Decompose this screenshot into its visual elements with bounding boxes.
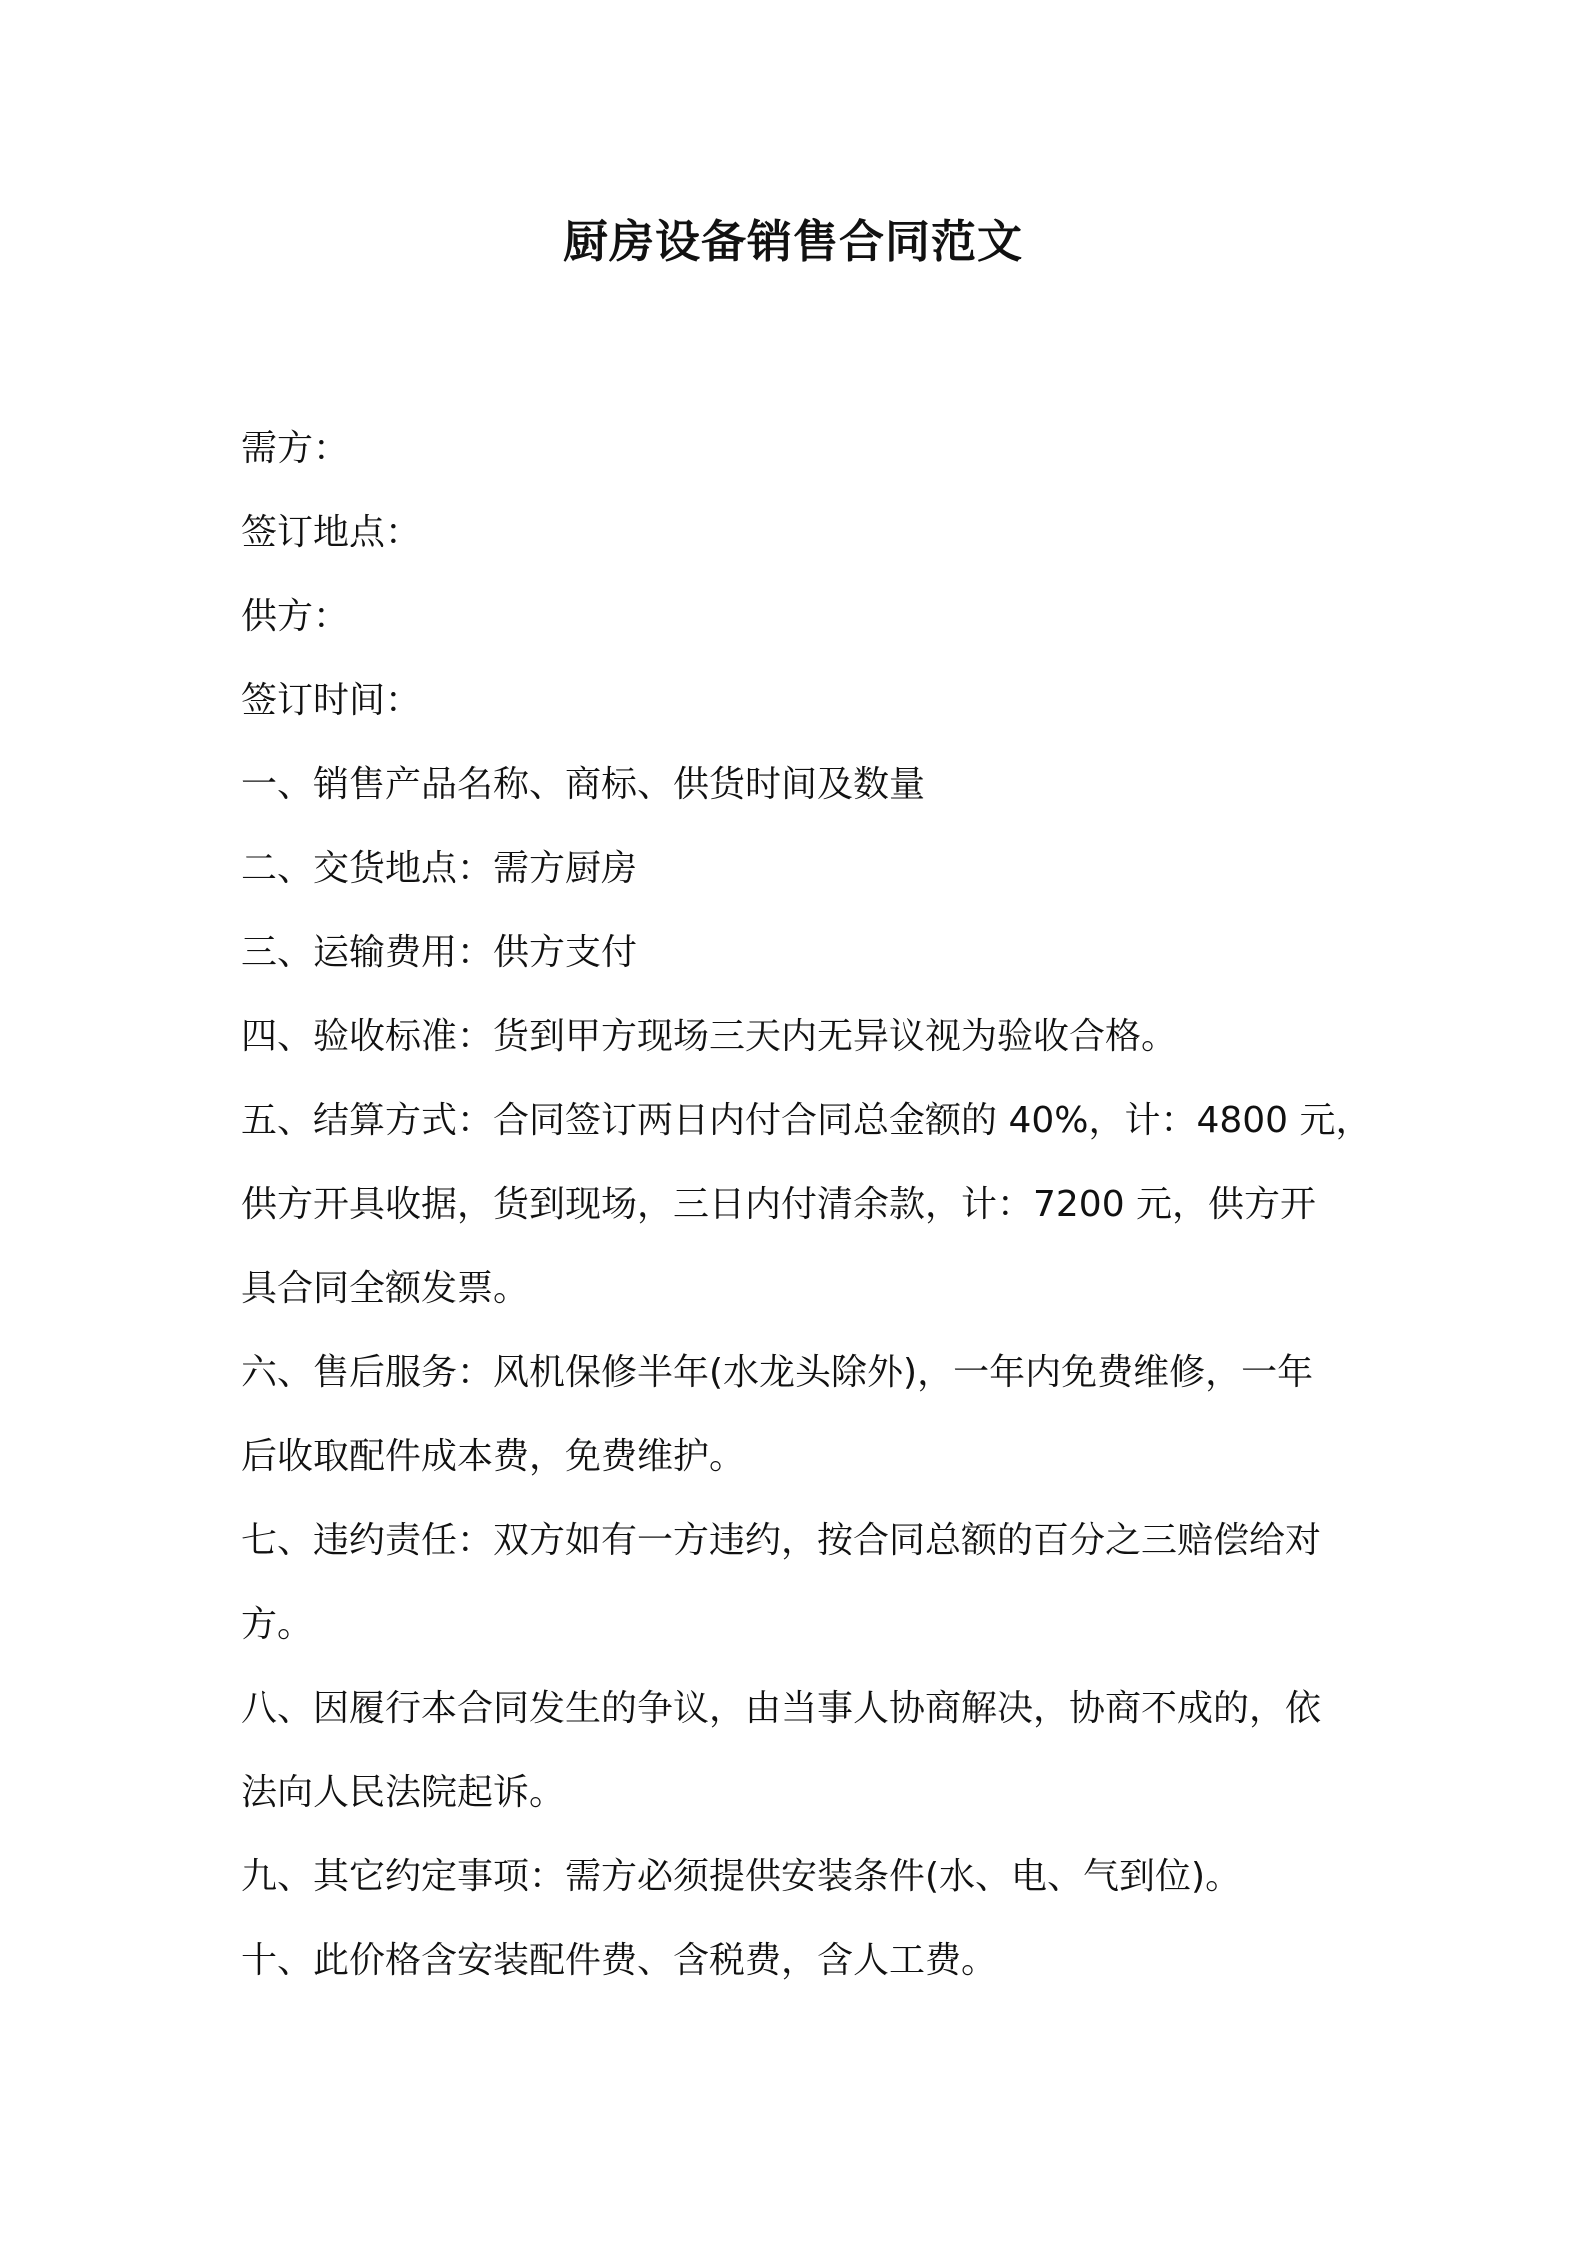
clause-line: 二、交货地点：需方厨房 bbox=[241, 848, 638, 889]
clause-line: 三、运输费用：供方支付 bbox=[241, 932, 638, 973]
clause-6 bbox=[241, 1331, 1351, 1499]
field-supplier: 供方： bbox=[241, 596, 350, 637]
field-buyer: 需方： bbox=[241, 428, 350, 469]
clause-line: 法向人民法院起诉。 bbox=[241, 1772, 566, 1813]
clause-line: 十、此价格含安装配件费、含税费，含人工费。 bbox=[241, 1940, 998, 1981]
clause-line: 方。 bbox=[241, 1604, 314, 1645]
document-body bbox=[241, 407, 1372, 2003]
clause-2 bbox=[241, 827, 1351, 911]
clause-line: 五、结算方式：合同签订两日内付合同总金额的 40%，计：4800 元， bbox=[241, 1100, 1372, 1141]
clause-line: 七、违约责任：双方如有一方违约，按合同总额的百分之三赔偿给对 bbox=[241, 1520, 1322, 1561]
clause-line: 六、售后服务：风机保修半年(水龙头除外)，一年内免费维修，一年 bbox=[241, 1352, 1314, 1393]
clause-line: 八、因履行本合同发生的争议，由当事人协商解决，协商不成的，依 bbox=[241, 1688, 1322, 1729]
clause-7 bbox=[241, 1499, 1351, 1667]
clause-line: 后收取配件成本费，免费维护。 bbox=[241, 1436, 746, 1477]
clause-line: 九、其它约定事项：需方必须提供安装条件(水、电、气到位)。 bbox=[241, 1856, 1242, 1897]
clause-line: 具合同全额发票。 bbox=[241, 1268, 530, 1309]
document-title: 厨房设备销售合同范文 bbox=[562, 215, 1023, 268]
clause-line: 供方开具收据，货到现场，三日内付清余款，计：7200 元，供方开 bbox=[241, 1184, 1317, 1225]
clause-8 bbox=[241, 1667, 1351, 1835]
clause-9 bbox=[241, 1835, 1351, 1919]
field-signing-place: 签订地点： bbox=[241, 512, 422, 553]
clause-line: 一、销售产品名称、商标、供货时间及数量 bbox=[241, 764, 926, 805]
clause-line: 四、验收标准：货到甲方现场三天内无异议视为验收合格。 bbox=[241, 1016, 1178, 1057]
clause-5 bbox=[241, 1079, 1372, 1331]
clause-10 bbox=[241, 1919, 1351, 2003]
clause-1 bbox=[241, 743, 1351, 827]
clause-4 bbox=[241, 995, 1351, 1079]
clause-3 bbox=[241, 911, 1351, 995]
field-signing-time: 签订时间： bbox=[241, 680, 422, 721]
